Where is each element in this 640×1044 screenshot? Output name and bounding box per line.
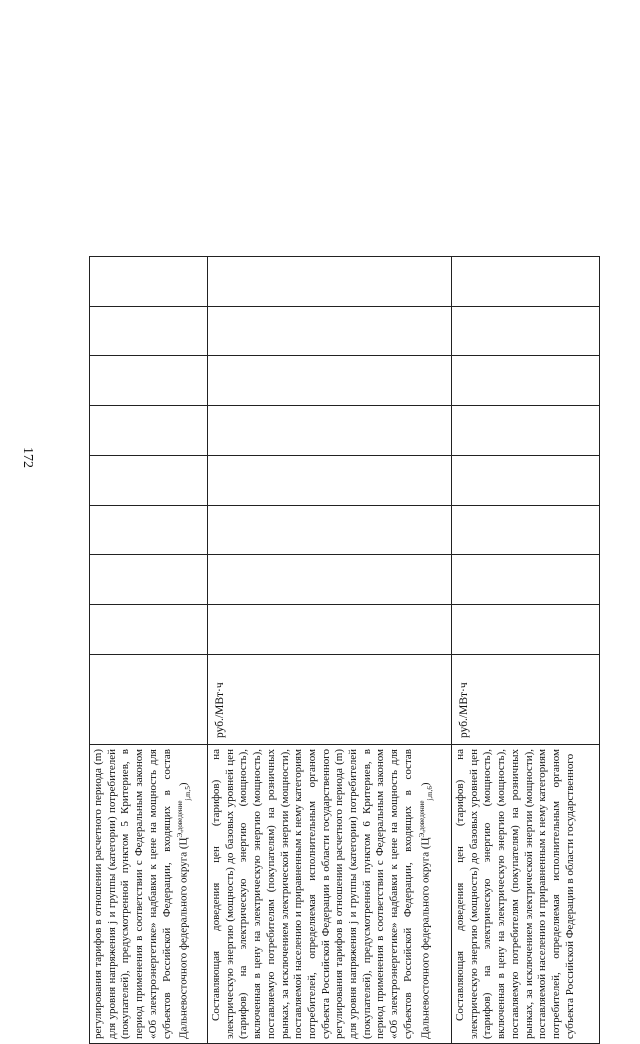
description-cell: [208, 745, 452, 1044]
empty-cell: [90, 257, 208, 307]
formula-close: ): [419, 782, 432, 787]
empty-cell: [90, 406, 208, 456]
formula-superscript: Э,доведение: [417, 800, 426, 838]
table-row: [208, 257, 452, 1044]
empty-cell: [90, 306, 208, 356]
formula-superscript: Э,доведение: [176, 800, 185, 838]
empty-cell: [208, 505, 452, 555]
table-row: [452, 257, 600, 1044]
unit-cell: [90, 655, 208, 745]
description-text: регулирования тарифов в отношении расчетного периода (m) для уровня напряжения j и группы (категории) потребителей (покупателей), предусмотренной пунктом 5 Критериев, в период применения в соответствии с Федеральным законом «Об электроэнергетике» надбавки к цене на мощность для субъектов Российской Федерации, входящих в состав Дальневосточного федерального округа (Ц: [92, 749, 190, 1039]
empty-cell: [208, 605, 452, 655]
tariff-table: [89, 256, 600, 1044]
unit-cell: руб./МВт·ч: [452, 655, 600, 745]
table-row: [90, 257, 208, 1044]
description-cell: [90, 745, 208, 1044]
rotated-table-wrapper: [89, 256, 599, 1044]
empty-cell: [208, 257, 452, 307]
empty-cell: [90, 456, 208, 506]
empty-cell: [90, 505, 208, 555]
formula-close: ): [177, 782, 190, 787]
empty-cell: [452, 306, 600, 356]
empty-cell: [208, 555, 452, 605]
empty-cell: [452, 605, 600, 655]
empty-cell: [208, 306, 452, 356]
empty-cell: [208, 356, 452, 406]
empty-cell: [90, 605, 208, 655]
empty-cell: [452, 356, 600, 406]
description-text: Составляющая доведения цен (тарифов) на электрическую энергию (мощность) до базовых уровней цен (тарифов) на электрическую энергию (мощность), включенная в цену на электрическую энергию (мощность), поставляемую потребителям (покупателям) на розничных рынках, за исключением электрической энергии (мощности), поставляемой населению и приравненным к нему категориям потребителей, определяемая исполнительным органом субъекта Российской Федерации в области государственного: [454, 749, 576, 1039]
page-number: 172: [20, 447, 35, 468]
description-cell: [452, 745, 600, 1044]
description-text: Составляющая доведения цен (тарифов) на электрическую энергию (мощность) до базовых уровней цен (тарифов) на электрическую энергию (мощность), включенная в цену на электрическую энергию (мощность), поставляемую потребителям (покупателям) на розничных рынках, за исключением электрической энергии (мощности), поставляемой населению и приравненным к нему категориям потребителей, определяемая исполнительным органом субъекта Российской Федерации в области государственного регулирования тарифов в отношении расчетного периода (m) для уровня напряжения j и группы (категории) потребителей (покупателей), предусмотренной пунктом 6 Критериев, в период применения в соответствии с Федеральным законом «Об электроэнергетике» надбавки к цене на мощность для субъектов Российской Федерации, входящих в состав Дальневосточного федерального округа (Ц: [210, 749, 432, 1039]
empty-cell: [452, 505, 600, 555]
empty-cell: [452, 257, 600, 307]
formula-subscript: j,m,5: [184, 786, 193, 801]
empty-cell: [90, 356, 208, 406]
empty-cell: [452, 456, 600, 506]
empty-cell: [452, 555, 600, 605]
empty-cell: [90, 555, 208, 605]
empty-cell: [452, 406, 600, 456]
unit-cell: руб./МВт·ч: [208, 655, 452, 745]
empty-cell: [208, 406, 452, 456]
empty-cell: [208, 456, 452, 506]
formula-subscript: j,m,6: [425, 786, 434, 801]
